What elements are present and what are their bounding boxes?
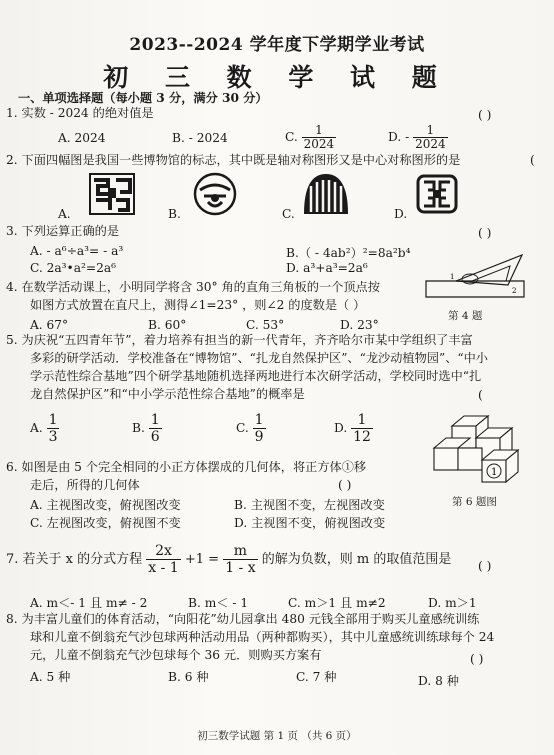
q7-stem-middle: +1 = xyxy=(184,552,220,567)
q1-option-d-label: D. - xyxy=(388,130,410,144)
denominator: 3 xyxy=(48,429,58,445)
numerator: 1 xyxy=(254,412,264,428)
section-heading: 一、单项选择题（每小题 3 分，满分 30 分） xyxy=(18,91,268,105)
q8-option-c: C. 7 种 xyxy=(296,670,337,684)
numerator: m xyxy=(223,543,257,560)
q3-option-d: D. a³+a³=2a⁶ xyxy=(286,261,368,275)
q5-option-d xyxy=(334,412,373,445)
q7-fraction-left xyxy=(146,543,180,576)
numerator: 1 xyxy=(150,412,160,428)
q6-option-d: D. 主视图不变，俯视图改变 xyxy=(234,516,386,530)
numerator: 2x xyxy=(146,543,180,560)
museum-logo-b-icon xyxy=(192,172,238,216)
q8-stem-line1: 8. 为丰富儿童们的体育活动，“向阳花”幼儿园拿出 480 元钱全部用于购买儿童感统训练 xyxy=(6,612,480,626)
q4-angle1-label: 1 xyxy=(450,273,455,281)
q6-option-b: B. 主视图不变，左视图改变 xyxy=(234,498,385,512)
q5-stem-line1: 5. 为庆祝“五四青年节”，着力培养有担当的新一代青年，齐齐哈尔市某中学组织了丰富 xyxy=(6,333,473,347)
denominator: 6 xyxy=(150,429,160,445)
q1-option-c xyxy=(285,124,336,151)
q5-stem-line2: 多彩的研学活动．学校准备在“博物馆”、“扎龙自然保护区”、“龙沙动植物园”、“中小 xyxy=(30,351,488,365)
q8-option-b: B. 6 种 xyxy=(168,670,209,684)
denominator: 2024 xyxy=(303,137,335,151)
q7-fraction-right xyxy=(223,543,257,576)
exam-subtitle: 初 三 数 学 试 题 xyxy=(103,63,451,92)
q4-figure-caption: 第 4 题 xyxy=(448,310,483,322)
q1-option-b: B. - 2024 xyxy=(172,131,228,145)
q3-answer-paren: ( ) xyxy=(478,226,492,240)
option-fraction xyxy=(253,412,266,445)
q4-option-c: C. 53° xyxy=(246,318,285,332)
q1-option-d-fraction xyxy=(413,124,448,151)
museum-logo-a-icon xyxy=(88,172,136,216)
option-label: C. xyxy=(236,421,249,435)
q8-option-d: D. 8 种 xyxy=(418,674,459,688)
q6-cube-label: 1 xyxy=(491,467,498,478)
q5-option-a xyxy=(30,412,59,445)
museum-logo-d-icon xyxy=(414,172,460,216)
option-label: B. xyxy=(132,421,145,435)
exam-title: 2023--2024 学年度下学期学业考试 xyxy=(129,35,425,55)
q7-option-c: C. m＞1 且 m≠2 xyxy=(288,596,386,610)
q4-angle2-label: 2 xyxy=(512,287,517,295)
q3-option-b: B.（ - 4ab²）²=8a²b⁴ xyxy=(286,246,411,260)
q4-stem-line2: 如图方式放置在直尺上，测得∠1=23° ，则∠2 的度数是（ ） xyxy=(30,298,366,312)
q1-stem: 1. 实数 - 2024 的绝对值是 xyxy=(6,106,154,120)
q7-stem-suffix: 的解为负数，则 m 的取值范围是 xyxy=(261,552,452,567)
q7-option-b: B. m＜ - 1 xyxy=(188,596,249,610)
q2-answer-paren: ( xyxy=(530,153,535,167)
q7-stem-prefix: 7. 若关于 x 的分式方程 xyxy=(6,552,143,567)
museum-logo-c-icon xyxy=(302,172,350,216)
option-label: A. xyxy=(30,421,43,435)
q4-option-d: D. 23° xyxy=(340,318,379,332)
q6-stem-line2: 走后，所得的几何体 xyxy=(30,478,140,492)
q4-option-a: A. 67° xyxy=(30,318,69,332)
option-fraction xyxy=(149,412,162,445)
q4-ruler-triangle-figure xyxy=(426,253,526,303)
page-footer: 初三数学试题 第 1 页 （共 6 页） xyxy=(197,730,357,742)
q6-option-c: C. 左视图改变，俯视图不变 xyxy=(30,516,181,530)
q5-answer-paren: ( xyxy=(478,388,483,402)
q1-option-d xyxy=(388,124,448,151)
q4-option-b: B. 60° xyxy=(148,318,187,332)
numerator: 1 xyxy=(302,124,337,138)
q8-option-a: A. 5 种 xyxy=(30,670,71,684)
q7-answer-paren: ( ) xyxy=(478,559,492,573)
option-fraction xyxy=(351,412,373,445)
q1-option-c-label: C. xyxy=(285,130,298,144)
q6-figure-caption: 第 6 题图 xyxy=(452,496,497,508)
q4-stem-line1: 4. 在数学活动课上，小明同学将含 30° 角的直角三角板的一个顶点按 xyxy=(6,280,380,294)
q2-option-b: B. xyxy=(168,207,181,221)
q2-option-a: A. xyxy=(58,207,71,221)
q6-answer-paren: ( ) xyxy=(338,478,352,492)
q5-stem-line3: 学示范性综合基地”四个研学基地随机选择两地进行本次研学活动，学校同时选中“扎 xyxy=(30,369,482,383)
numerator: 1 xyxy=(413,124,448,138)
q6-option-a: A. 主视图改变，俯视图改变 xyxy=(30,498,181,512)
q2-option-d: D. xyxy=(394,207,408,221)
q3-stem: 3. 下列运算正确的是 xyxy=(6,224,120,238)
numerator: 1 xyxy=(351,412,373,429)
q6-stem-line1: 6. 如图是由 5 个完全相同的小正方体摆成的几何体，将正方体①移 xyxy=(6,460,367,474)
q3-option-a: A. - a⁶÷a³= - a³ xyxy=(30,244,124,258)
denominator: 1 - x xyxy=(225,560,256,576)
q8-stem-line3: 元，儿童不倒翁充气沙包球每个 36 元．则购买方案有 xyxy=(30,648,322,662)
q5-option-c xyxy=(236,412,266,445)
denominator: x - 1 xyxy=(148,560,179,576)
q5-option-b xyxy=(132,412,162,445)
q8-answer-paren: ( ) xyxy=(470,652,484,666)
denominator: 12 xyxy=(353,429,371,445)
q1-answer-paren: ( ) xyxy=(478,108,492,122)
q2-stem: 2. 下面四幅图是我国一些博物馆的标志，其中既是轴对称图形又是中心对称图形的是 xyxy=(6,153,461,167)
q1-option-a: A. 2024 xyxy=(58,131,106,145)
q6-cubes-figure xyxy=(434,408,524,488)
option-label: D. xyxy=(334,421,348,435)
denominator: 9 xyxy=(254,429,264,445)
denominator: 2024 xyxy=(415,137,446,151)
q5-stem-line4: 龙自然保护区”和“中小学示范性综合基地”的概率是 xyxy=(30,387,305,401)
q8-stem-line2: 球和儿童不倒翁充气沙包球两种活动用品（两种都购买），其中儿童感统训练球每个 24 xyxy=(30,630,495,644)
numerator: 1 xyxy=(48,412,58,428)
q7-option-d: D. m＞1 xyxy=(428,596,477,610)
q7-option-a: A. m＜- 1 且 m≠ - 2 xyxy=(30,596,148,610)
q2-option-c: C. xyxy=(282,207,295,221)
q1-option-c-fraction xyxy=(302,124,337,151)
q7-stem xyxy=(6,543,451,576)
q3-option-c: C. 2a³•a²=2a⁶ xyxy=(30,261,117,275)
option-fraction xyxy=(47,412,60,445)
